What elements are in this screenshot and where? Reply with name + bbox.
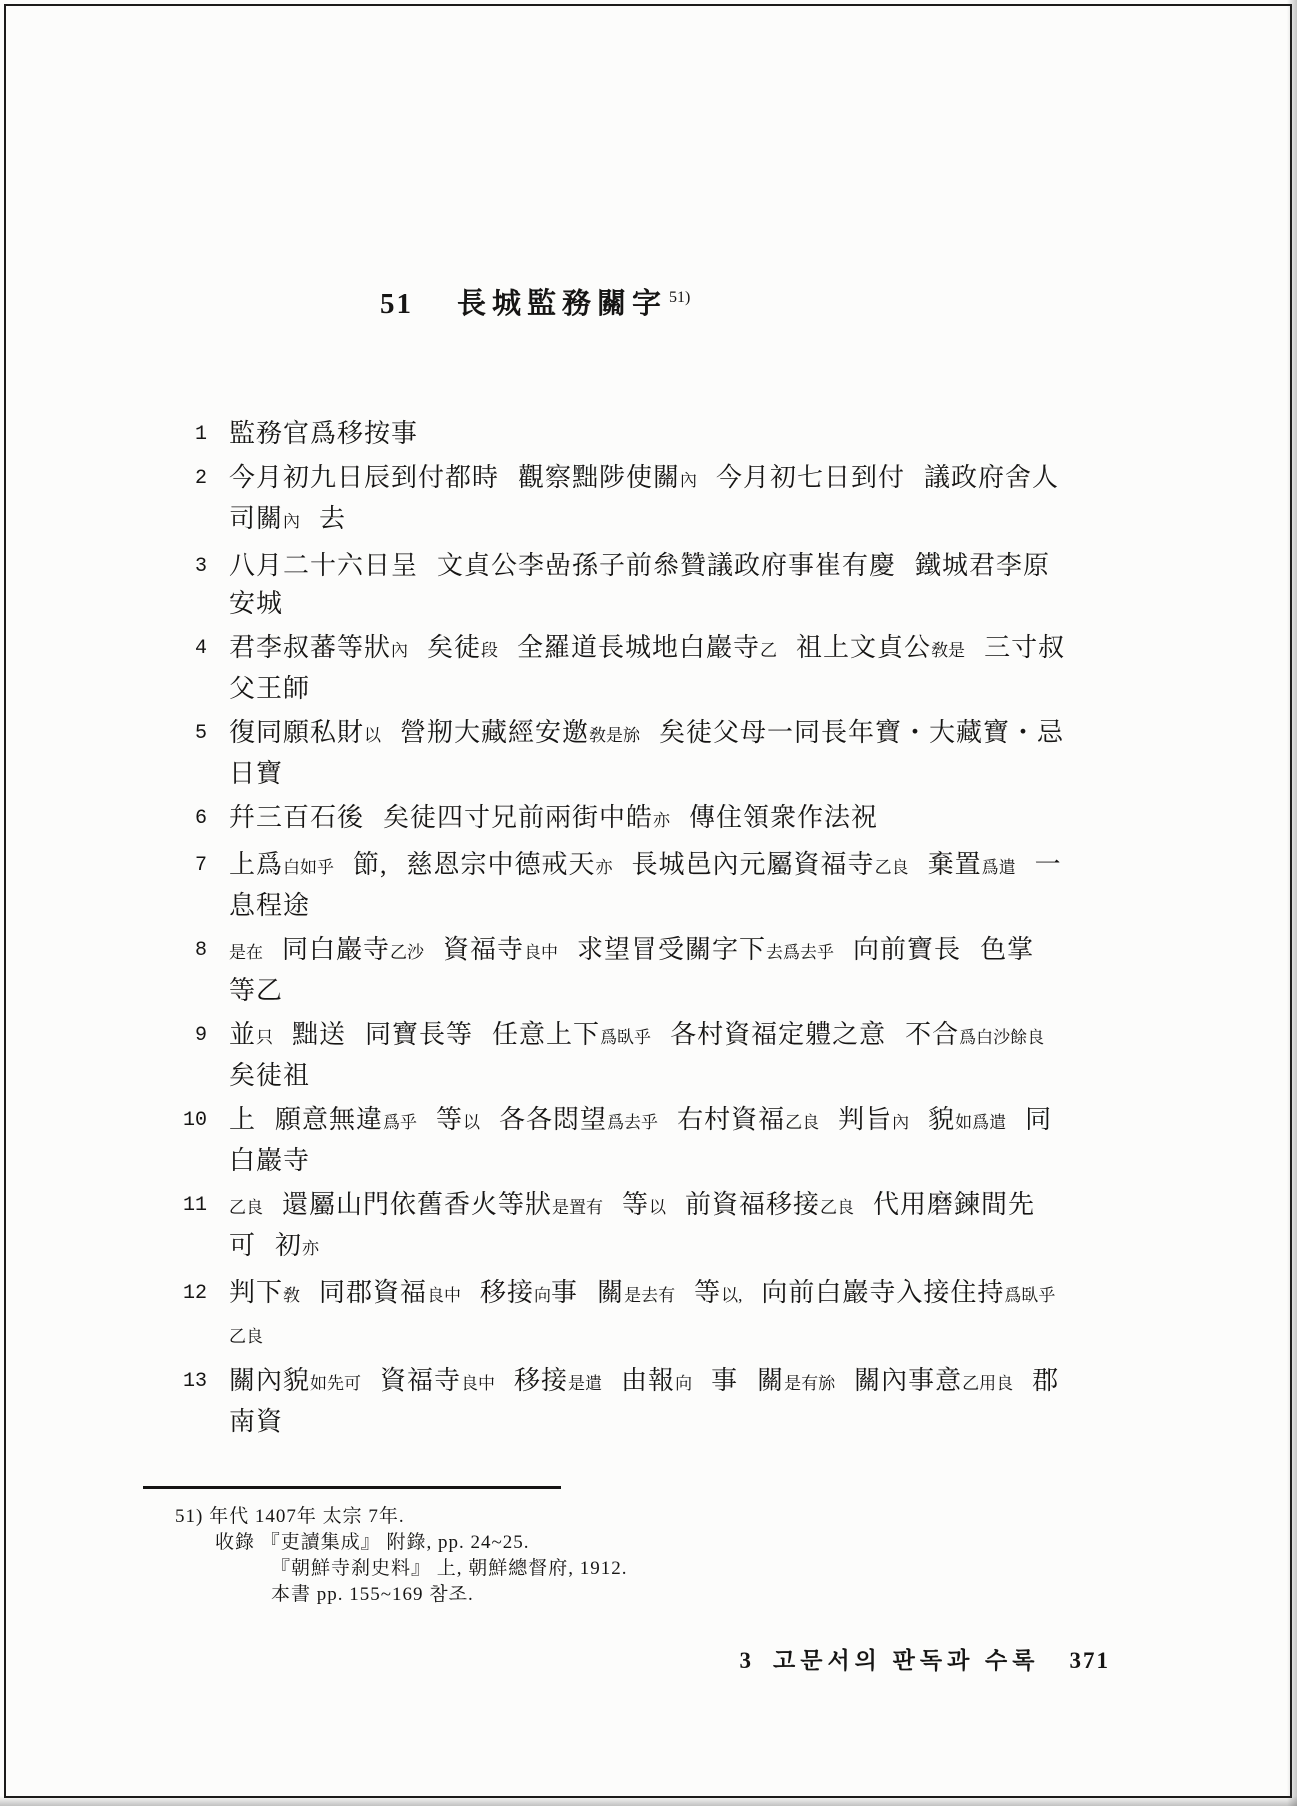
hanja-text: 求望冒受關字下 bbox=[577, 935, 767, 964]
idu-gloss-text: 良中 bbox=[427, 1286, 462, 1305]
line-text bbox=[229, 1189, 1110, 1271]
hanja-text: 各各悶望 bbox=[499, 1105, 608, 1134]
text-line bbox=[175, 802, 1110, 843]
idu-gloss-text: 乙良 bbox=[820, 1198, 855, 1217]
idu-gloss-text: 是去有 bbox=[624, 1286, 676, 1305]
document-title-text: 長城監務關字 bbox=[457, 288, 668, 320]
idu-gloss-text: 以 bbox=[649, 1198, 667, 1217]
idu-gloss-text: 乙良 bbox=[229, 1198, 263, 1217]
hanja-text: 三寸叔 bbox=[984, 633, 1066, 662]
page-number: 371 bbox=[1069, 1648, 1110, 1673]
hanja-text: 關 bbox=[597, 1278, 625, 1307]
document-number: 51 bbox=[380, 288, 413, 320]
idu-gloss-text: 亦 bbox=[653, 811, 671, 830]
hanja-text: 矣徒祖 bbox=[229, 1061, 311, 1090]
hanja-text: 去 bbox=[319, 504, 347, 533]
line-text bbox=[229, 849, 1110, 928]
idu-gloss-text: 敎是旀 bbox=[589, 726, 641, 745]
idu-gloss-text: 爲去乎 bbox=[607, 1113, 659, 1132]
footnote-divider bbox=[143, 1486, 561, 1489]
hanja-text: 資福寺 bbox=[380, 1366, 462, 1395]
document-title bbox=[380, 281, 1110, 322]
line-number: 3 bbox=[194, 555, 207, 578]
idu-gloss-text: 敎 bbox=[283, 1286, 301, 1305]
line-number: 12 bbox=[182, 1282, 207, 1305]
hanja-text: 營剏大藏經安邀 bbox=[400, 718, 590, 747]
hanja-text: 移接 bbox=[514, 1366, 569, 1395]
idu-gloss-text: 是有旀 bbox=[784, 1374, 836, 1393]
idu-gloss-text: 亦 bbox=[302, 1239, 320, 1258]
line-text bbox=[229, 632, 1110, 711]
footnote-line: 本書 pp. 155~169 참조. bbox=[271, 1584, 474, 1605]
hanja-text: 關內事意 bbox=[854, 1366, 963, 1395]
text-row bbox=[229, 1145, 1110, 1176]
hanja-text: 息程途 bbox=[229, 891, 311, 920]
hanja-text: 矣徒 bbox=[427, 633, 482, 662]
text-row bbox=[229, 1277, 1110, 1311]
hanja-text: 同白巖寺 bbox=[282, 935, 391, 964]
text-row bbox=[229, 1060, 1110, 1091]
idu-gloss-text: 是在 bbox=[229, 943, 263, 962]
footnote-line: 51) 年代 1407年 太宗 7年. bbox=[175, 1506, 405, 1527]
hanja-text: 慈恩宗中德戒天 bbox=[406, 850, 596, 879]
hanja-text: 復同願私財 bbox=[229, 718, 365, 747]
hanja-text: 事 bbox=[551, 1278, 579, 1307]
idu-gloss-text: 乙 bbox=[760, 641, 778, 660]
line-number: 6 bbox=[194, 807, 207, 830]
line-text bbox=[229, 1019, 1110, 1098]
hanja-text: 日寶 bbox=[229, 759, 284, 788]
hanja-text: 還屬山門依舊香火等狀 bbox=[282, 1190, 553, 1219]
hanja-text: 上 bbox=[229, 1105, 257, 1134]
line-number: 1 bbox=[194, 423, 207, 446]
idu-gloss-text: 去爲去乎 bbox=[766, 943, 835, 962]
line-number: 9 bbox=[194, 1024, 207, 1047]
hanja-text: 判旨 bbox=[838, 1105, 893, 1134]
text-row bbox=[229, 1406, 1110, 1437]
hanja-text: 一 bbox=[1034, 850, 1062, 879]
text-row bbox=[229, 1230, 1110, 1264]
hanja-text: 君李叔蕃等狀 bbox=[229, 633, 392, 662]
hanja-text: 矣徒四寸兄前兩街中皓 bbox=[383, 803, 654, 832]
idu-gloss-text: 內 bbox=[391, 641, 409, 660]
text-row bbox=[229, 462, 1110, 496]
idu-gloss-text: 爲臥乎 bbox=[1004, 1286, 1056, 1305]
idu-gloss-text: 乙良 bbox=[229, 1327, 263, 1346]
text-row bbox=[229, 673, 1110, 704]
idu-gloss-text: 乙沙 bbox=[390, 943, 425, 962]
hanja-text: 等 bbox=[694, 1278, 722, 1307]
hanja-text: 今月初九日辰到付都時 bbox=[229, 463, 500, 492]
line-text bbox=[229, 1104, 1110, 1183]
hanja-text: 司關 bbox=[229, 504, 284, 533]
text-row bbox=[229, 802, 1110, 836]
idu-gloss-text: 良中 bbox=[524, 943, 559, 962]
hanja-text: 等 bbox=[622, 1190, 650, 1219]
hanja-text: 監務官爲移按事 bbox=[229, 419, 419, 448]
idu-gloss-text: 以 bbox=[364, 726, 382, 745]
text-row bbox=[229, 890, 1110, 921]
hanja-text: 關 bbox=[757, 1366, 785, 1395]
line-number: 4 bbox=[194, 637, 207, 660]
text-line bbox=[175, 1019, 1110, 1098]
hanja-text: 白巖寺 bbox=[229, 1146, 311, 1175]
text-line bbox=[175, 1189, 1110, 1271]
hanja-text: 文貞公李嵒孫子前叅贊議政府事崔有慶 bbox=[437, 551, 897, 580]
text-line bbox=[175, 1104, 1110, 1183]
idu-gloss-text: 段 bbox=[481, 641, 499, 660]
line-number: 10 bbox=[182, 1109, 207, 1132]
hanja-text: 鐵城君李原 bbox=[915, 551, 1051, 580]
hanja-text: 矣徒父母一同長年寶・大藏寶・忌 bbox=[659, 718, 1065, 747]
footnote-block bbox=[175, 1486, 1110, 1608]
hanja-text: 移接 bbox=[480, 1278, 535, 1307]
text-row bbox=[229, 975, 1110, 1006]
hanja-text: 議政府舍人 bbox=[924, 463, 1060, 492]
footnote-lines bbox=[175, 1504, 1110, 1608]
text-row bbox=[229, 717, 1110, 751]
hanja-text: 傳住領衆作法祝 bbox=[689, 803, 879, 832]
text-row bbox=[229, 588, 1110, 619]
line-text bbox=[229, 550, 1110, 626]
idu-gloss-text: 良中 bbox=[461, 1374, 496, 1393]
idu-gloss-text: 爲乎 bbox=[383, 1113, 418, 1132]
hanja-text: 右村資福 bbox=[677, 1105, 786, 1134]
hanja-text: 前資福移接 bbox=[685, 1190, 821, 1219]
hanja-text: 郡 bbox=[1032, 1366, 1060, 1395]
idu-gloss-text: 內 bbox=[680, 471, 698, 490]
line-number: 5 bbox=[194, 722, 207, 745]
hanja-text: 八月二十六日呈 bbox=[229, 551, 419, 580]
footnote-reference: 51) bbox=[669, 289, 691, 306]
document-body bbox=[175, 418, 1110, 1444]
text-line bbox=[175, 550, 1110, 626]
text-row bbox=[229, 1104, 1110, 1138]
text-row bbox=[229, 1365, 1110, 1399]
idu-gloss-text: 白如乎 bbox=[283, 858, 335, 877]
hanja-text: 同郡資福 bbox=[319, 1278, 428, 1307]
text-row bbox=[229, 503, 1110, 537]
idu-gloss-text: 亦 bbox=[595, 858, 613, 877]
idu-gloss-text: 如爲遣 bbox=[955, 1113, 1007, 1132]
text-line bbox=[175, 462, 1110, 544]
hanja-text: 貌 bbox=[928, 1105, 956, 1134]
line-number: 7 bbox=[194, 854, 207, 877]
idu-gloss-text: 是遣 bbox=[568, 1374, 603, 1393]
line-text bbox=[229, 418, 1110, 456]
hanja-text: 願意無違 bbox=[275, 1105, 384, 1134]
idu-gloss-text: 乙良 bbox=[785, 1113, 820, 1132]
hanja-text: 今月初七日到付 bbox=[716, 463, 906, 492]
hanja-text: 等 bbox=[436, 1105, 464, 1134]
idu-gloss-text: 內 bbox=[892, 1113, 910, 1132]
footnote-line: 收錄 『吏讀集成』 附錄, pp. 24~25. bbox=[215, 1532, 530, 1553]
line-text bbox=[229, 802, 1110, 843]
text-line bbox=[175, 418, 1110, 456]
text-line bbox=[175, 934, 1110, 1013]
text-row bbox=[229, 1019, 1110, 1053]
idu-gloss-text: 向 bbox=[675, 1374, 693, 1393]
idu-gloss-text: 內 bbox=[283, 512, 301, 531]
hanja-text: 代用磨鍊間先 bbox=[873, 1190, 1036, 1219]
idu-gloss-text: 以, bbox=[721, 1286, 743, 1305]
idu-gloss-text: 爲臥乎 bbox=[600, 1028, 652, 1047]
footnote-line: 『朝鮮寺刹史料』 上, 朝鮮總督府, 1912. bbox=[271, 1558, 628, 1579]
line-text bbox=[229, 1277, 1110, 1359]
hanja-text: 上爲 bbox=[229, 850, 284, 879]
hanja-text: 向前白巖寺入接住持 bbox=[761, 1278, 1005, 1307]
hanja-text: 幷三百石後 bbox=[229, 803, 365, 832]
idu-gloss-text: 是置有 bbox=[552, 1198, 604, 1217]
hanja-text: 並 bbox=[229, 1020, 257, 1049]
hanja-text: 棄置 bbox=[927, 850, 982, 879]
idu-gloss-text: 乙用良 bbox=[962, 1374, 1014, 1393]
hanja-text: 各村資福定軆之意 bbox=[670, 1020, 887, 1049]
hanja-text: 初 bbox=[275, 1231, 303, 1260]
footer-section-number: 3 bbox=[739, 1648, 752, 1673]
idu-gloss-text: 如先可 bbox=[310, 1374, 362, 1393]
hanja-text: 觀察黜陟使關 bbox=[518, 463, 681, 492]
hanja-text: 等乙 bbox=[229, 976, 284, 1005]
hanja-text: 節, bbox=[353, 850, 388, 879]
line-text bbox=[229, 934, 1110, 1013]
hanja-text: 事 bbox=[711, 1366, 739, 1395]
hanja-text: 資福寺 bbox=[443, 935, 525, 964]
line-number: 11 bbox=[182, 1194, 207, 1217]
text-row bbox=[229, 934, 1110, 968]
text-row bbox=[229, 1318, 1110, 1352]
hanja-text: 全羅道長城地白巖寺 bbox=[517, 633, 761, 662]
hanja-text: 關內貌 bbox=[229, 1366, 311, 1395]
hanja-text: 長城邑內元屬資福寺 bbox=[631, 850, 875, 879]
text-row bbox=[229, 1189, 1110, 1223]
idu-gloss-text: 爲遣 bbox=[981, 858, 1016, 877]
idu-gloss-text: 以 bbox=[463, 1113, 481, 1132]
idu-gloss-text: 敎是 bbox=[931, 641, 966, 660]
text-line bbox=[175, 717, 1110, 796]
text-line bbox=[175, 1277, 1110, 1359]
page-content bbox=[175, 0, 1110, 1675]
line-text bbox=[229, 717, 1110, 796]
hanja-text: 南資 bbox=[229, 1407, 284, 1436]
text-line bbox=[175, 849, 1110, 928]
hanja-text: 黜送 bbox=[292, 1020, 347, 1049]
text-row bbox=[229, 418, 1110, 449]
hanja-text: 色掌 bbox=[980, 935, 1035, 964]
hanja-text: 向前寶長 bbox=[853, 935, 962, 964]
text-row bbox=[229, 758, 1110, 789]
hanja-text: 父王師 bbox=[229, 674, 311, 703]
idu-gloss-text: 向 bbox=[534, 1286, 552, 1305]
line-text bbox=[229, 1365, 1110, 1444]
line-number: 13 bbox=[182, 1370, 207, 1393]
text-line bbox=[175, 632, 1110, 711]
hanja-text: 同寶長等 bbox=[365, 1020, 474, 1049]
hanja-text: 由報 bbox=[621, 1366, 676, 1395]
hanja-text: 可 bbox=[229, 1231, 257, 1260]
hanja-text: 不合 bbox=[905, 1020, 960, 1049]
hanja-text: 祖上文貞公 bbox=[796, 633, 932, 662]
line-text bbox=[229, 462, 1110, 544]
line-number: 8 bbox=[194, 939, 207, 962]
line-number: 2 bbox=[194, 467, 207, 490]
text-row bbox=[229, 849, 1110, 883]
hanja-text: 同 bbox=[1025, 1105, 1053, 1134]
footer-section-title: 고문서의 판독과 수록 bbox=[773, 1648, 1040, 1673]
text-line bbox=[175, 1365, 1110, 1444]
idu-gloss-text: 只 bbox=[256, 1028, 274, 1047]
text-row bbox=[229, 632, 1110, 666]
page-footer bbox=[175, 1642, 1110, 1675]
hanja-text: 安城 bbox=[229, 589, 284, 618]
idu-gloss-text: 爲白沙餘良 bbox=[959, 1028, 1045, 1047]
idu-gloss-text: 乙良 bbox=[874, 858, 909, 877]
hanja-text: 判下 bbox=[229, 1278, 284, 1307]
text-row bbox=[229, 550, 1110, 581]
hanja-text: 任意上下 bbox=[492, 1020, 601, 1049]
